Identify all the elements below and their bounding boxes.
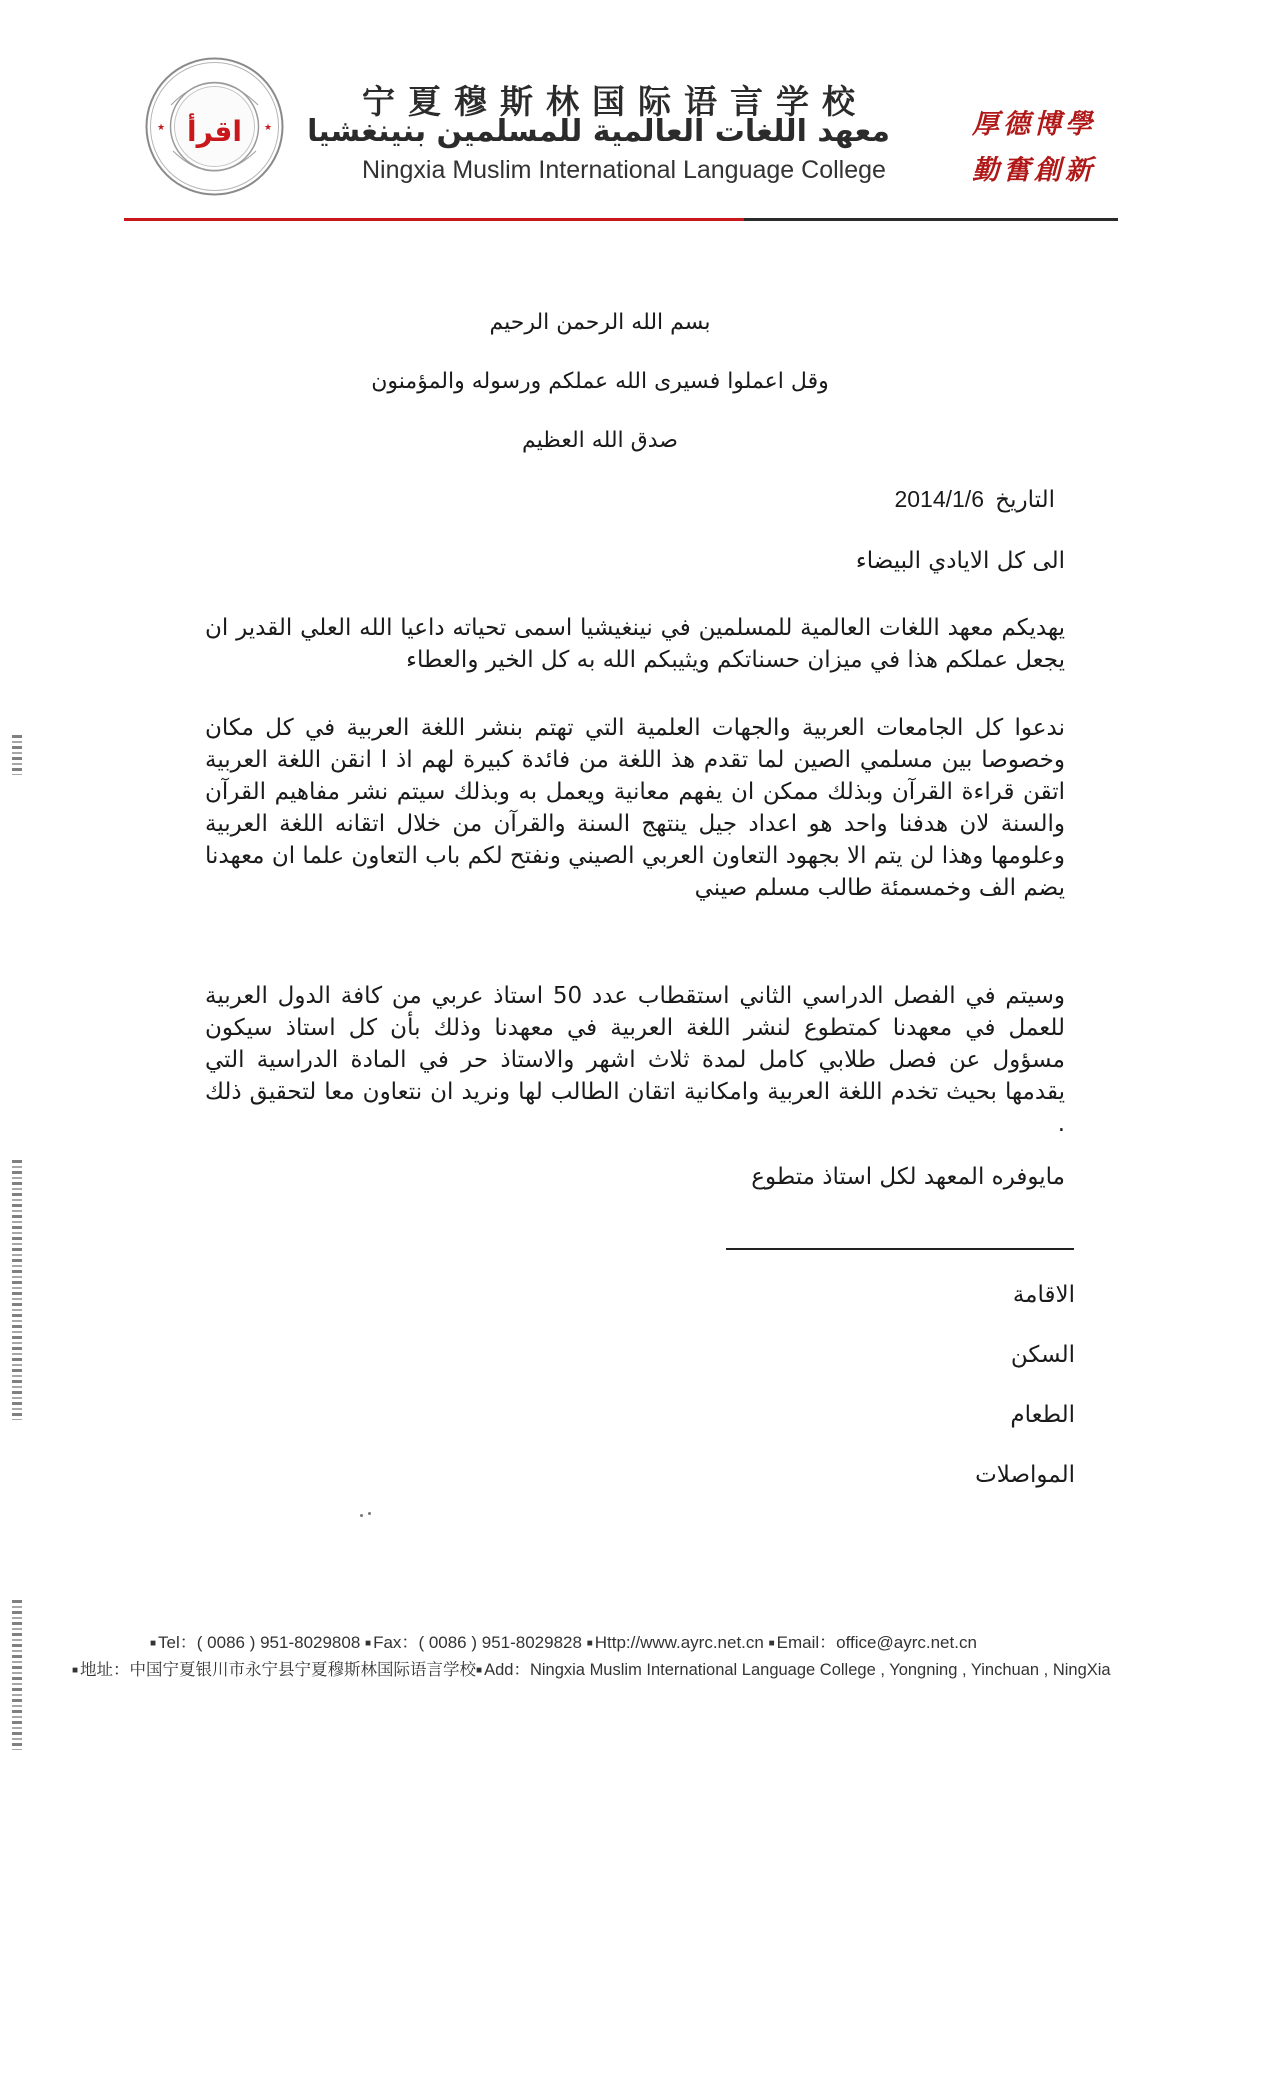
- seal-arabic-glyph: اقرأ: [187, 115, 242, 148]
- letter-date: [894, 486, 1055, 513]
- address-zh: 中国宁夏银川市永宁县宁夏穆斯林国际语言学校: [129, 1661, 477, 1679]
- footer-contact-line: [150, 1628, 1090, 1653]
- scan-artifact: [12, 735, 22, 775]
- address-en-label: Add：: [484, 1661, 530, 1679]
- college-name-chinese: 宁夏穆斯林国际语言学校: [362, 82, 868, 121]
- college-name-english: Ningxia Muslim International Language College: [362, 156, 886, 184]
- email-label: Email：: [776, 1633, 837, 1652]
- benefit-food: الطعام: [1010, 1402, 1075, 1428]
- benefits-heading: مايوفره المعهد لكل استاذ متطوع: [751, 1164, 1065, 1190]
- address-en: Ningxia Muslim International Language College , Yongning , Yinchuan , NingXia: [529, 1661, 1111, 1679]
- letterhead-rule-red: [124, 218, 744, 221]
- email-link[interactable]: office@ayrc.net.cn: [836, 1633, 977, 1652]
- motto-line-2: 勤奮創新: [972, 155, 1096, 186]
- bullet-square-icon: ■: [72, 1665, 79, 1676]
- bullet-square-icon: ■: [476, 1665, 483, 1676]
- tel-value: ( 0086 ) 951-8029808: [196, 1633, 361, 1652]
- date-label: التاريخ: [995, 487, 1055, 513]
- website-link[interactable]: Http://www.ayrc.net.cn: [594, 1633, 764, 1652]
- address-zh-label: 地址：: [80, 1661, 130, 1679]
- paragraph-greeting: يهديكم معهد اللغات العالمية للمسلمين في نينغيشيا اسمى تحياته داعيا الله العلي القدير ان يجعل عملكم هذا في ميزان حسناتكم ويثيبكم الله به كل الخير والعطاء: [205, 615, 1065, 673]
- tel-label: Tel：: [158, 1633, 197, 1652]
- separator-line: [726, 1248, 1074, 1250]
- college-motto: [972, 102, 1096, 194]
- svg-text:★: ★: [264, 123, 273, 133]
- salutation: الى كل الايادي البيضاء: [855, 548, 1065, 574]
- quran-verse: وقل اعملوا فسيرى الله عملكم ورسوله والمؤمنون: [371, 369, 829, 394]
- scan-speck: [360, 1514, 363, 1517]
- paragraph-invitation: ندعوا كل الجامعات العربية والجهات العلمية التي تهتم بنشر اللغة العربية في كل مكان وخصوصا بين مسلمي الصين لما تقدم هذ اللغة من فائدة كبيرة لهم اذ ا انقن اللغة العربية اتقن قراءة القرآن وبذلك ممكن ان يفهم معانية ويعمل به وبذلك سيتم نشر مفاهيم القرآن والسنة لان هدفنا واحد هو اعداد جيل ينتهج السنة والقرآن من خلال اتقانه اللغة العربية وعلومها وهذا لن يتم الا بجهود التعاون العربي الصيني ونفتح لكم باب التعاون علما ان معهدنا يضم الف وخمسمئة طالب مسلم صيني: [205, 715, 1065, 901]
- motto-line-1: 厚德博學: [972, 109, 1096, 140]
- bullet-square-icon: ■: [768, 1638, 775, 1649]
- benefit-housing: السكن: [1010, 1342, 1075, 1368]
- fax-value: ( 0086 ) 951-8029828: [418, 1633, 582, 1652]
- college-name-arabic: معهد اللغات العالمية للمسلمين بنينغشيا: [307, 114, 890, 149]
- benefit-residency: الاقامة: [1012, 1282, 1075, 1308]
- scan-artifact: [12, 1600, 22, 1750]
- letterhead-rule-dark: [744, 218, 1118, 221]
- fax-label: Fax：: [373, 1633, 419, 1652]
- bullet-square-icon: ■: [586, 1638, 593, 1649]
- svg-text:★: ★: [157, 123, 166, 133]
- paragraph-volunteers: وسيتم في الفصل الدراسي الثاني استقطاب عدد 50 استاذ عربي من كافة الدول العربية للعمل في معهدنا كمتطوع لنشر اللغة العربية في معهدنا وذلك بأن كل استاذ سيكون مسؤول عن فصل طلابي كامل لمدة ثلاث اشهر والاستاذ حر في المادة الدراسية التي يقدمها بحيث تخدم اللغة العربية وامكانية اتقان الطالب لها ونريد ان نتعاون معا لتحقيق ذلك .: [205, 983, 1065, 1137]
- scan-speck: [368, 1512, 371, 1515]
- date-value: 2014/1/6: [894, 486, 984, 512]
- footer-address-line: [72, 1656, 1172, 1680]
- bullet-square-icon: ■: [150, 1638, 157, 1649]
- verse-closing: صدق الله العظيم: [522, 428, 678, 453]
- college-seal-logo: [143, 55, 286, 198]
- bullet-square-icon: ■: [365, 1638, 372, 1649]
- scan-artifact: [12, 1160, 22, 1420]
- basmala: بسم الله الرحمن الرحيم: [489, 310, 711, 335]
- benefit-transport: المواصلات: [975, 1462, 1075, 1488]
